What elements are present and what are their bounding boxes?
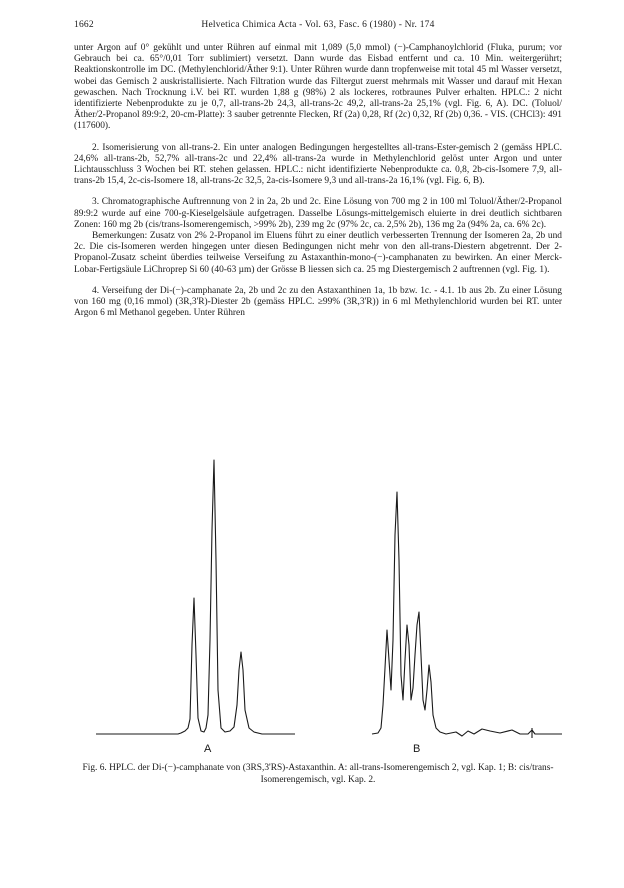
paragraph-4: Bemerkungen: Zusatz von 2% 2-Propanol im Eluens führt zu einer deutlich verbesserten Trennung der Isomeren 2a, 2b und 2c. Die cis-Isomeren werden hingegen unter diesen Bedingungen nicht mehr von den all-trans-Diestern abgetrennt. Der 2-Propanol-Zusatz scheint überdies teilweise Verseifung zu Astaxanthin-mono-(−)-camphanaten zu bewirken. An einer Merck-Lobar-Fertigsäule LiChroprep Si 60 (40-63 µm) der Grösse B liessen sich ca. 25 mg Diestergemisch 2 auftrennen (vgl. Fig. 1).	[74, 231, 562, 275]
figure-caption: Fig. 6. HPLC. der Di-(−)-camphanate von (3RS,3'RS)-Astaxanthin. A: all-trans-Isomerengemisch 2, vgl. Kap. 1; B: cis/trans-Isomerengemisch, vgl. Kap. 2.	[82, 763, 554, 785]
panel-label-b: B	[413, 743, 421, 755]
chromatogram-a-trace	[96, 460, 295, 734]
journal-title: Helvetica Chimica Acta - Vol. 63, Fasc. 6 (1980) - Nr. 174	[201, 20, 435, 30]
paragraph-1: unter Argon auf 0° gekühlt und unter Rühren auf einmal mit 1,089 (5,0 mmol) (−)-Camphanoylchlorid (Fluka, purum; vor Gebrauch bei ca. 65°/0,01 Torr sublimiert) versetzt. Dann wurde das Eisbad entfernt und ca. 10 Min. weitergerührt; Reaktionskontrolle im DC. (Methylenchlorid/Äther 9:1). Unter Rühren wurde dann tropfenweise mit total 45 ml Wasser versetzt, wobei das Gemisch 2 auskristallisierte. Nach Filtration wurde das Filtergut zuerst mehrmals mit Wasser und darauf mit Hexan gewaschen. Nach Trocknung i.V. bei RT. wurden 1,88 g (98%) 2 als lockeres, rotbraunes Pulver erhalten. HPLC.: 2 nicht identifizierte Nebenprodukte zu je 0,7, all-trans-2b 24,3, all-trans-2c 49,2, all-trans-2a 25,1% (vgl. Fig. 6, A). DC. (Toluol/Äther/2-Propanol 89:9:2, 20-cm-Platte): 3 sauber getrennte Flecken, Rf (2a) 0,28, Rf (2c) 0,32, Rf (2b) 0,36. - VIS. (CHCl3): 491 (117600).	[74, 43, 562, 132]
page-number: 1662	[74, 20, 94, 30]
paragraph-2: 2. Isomerisierung von all-trans-2. Ein unter analogen Bedingungen hergestelltes all-trans-Ester-gemisch 2 (gemäss HPLC. 24,6% all-trans-2b, 52,7% all-trans-2c und 22,4% all-trans-2a wurde in Methylenchlorid gelöst unter Argon und unter Lichtausschluss 3 Wochen bei RT. stehen gelassen. HPLC.: nicht identifizierte Nebenprodukte ca. 0,8, 2b-cis-Isomere 7,9, all-trans-2b 15,4, 2c-cis-Isomere 18, all-trans-2c 32,5, 2a-cis-Isomere 9,3 und all-trans-2a 16,1% (vgl. Fig. 6, B).	[74, 142, 562, 187]
paragraph-3: 3. Chromatographische Auftrennung von 2 in 2a, 2b und 2c. Eine Lösung von 700 mg 2 in 100 ml Toluol/Äther/2-Propanol 89:9:2 wurde auf eine 700-g-Kieselgelsäule aufgetragen. Dasselbe Lösungs-mittelgemisch eluierte in drei deutlich sichtbaren Zonen: 160 mg 2b (cis/trans-Isomerengemisch, >99% 2b), 239 mg 2c (97% 2c, ca. 2,5% 2b), 136 mg 2a (94% 2a, ca. 6% 2c).	[74, 197, 562, 230]
chromatogram-b-trace	[372, 492, 562, 736]
panel-label-a: A	[204, 743, 212, 755]
paragraph-5: 4. Verseifung der Di-(−)-camphanate 2a, 2b und 2c zu den Astaxanthinen 1a, 1b bzw. 1c. - 4.1. 1b aus 2b. Zu einer Lösung von 160 mg (0,16 mmol) (3R,3'R)-Diester 2b (gemäss HPLC. ≥99% (3R,3'R)) in 6 ml Methylenchlorid wurden bei RT. unter Argon 6 ml Methanol gegeben. Unter Rühren	[74, 285, 562, 319]
